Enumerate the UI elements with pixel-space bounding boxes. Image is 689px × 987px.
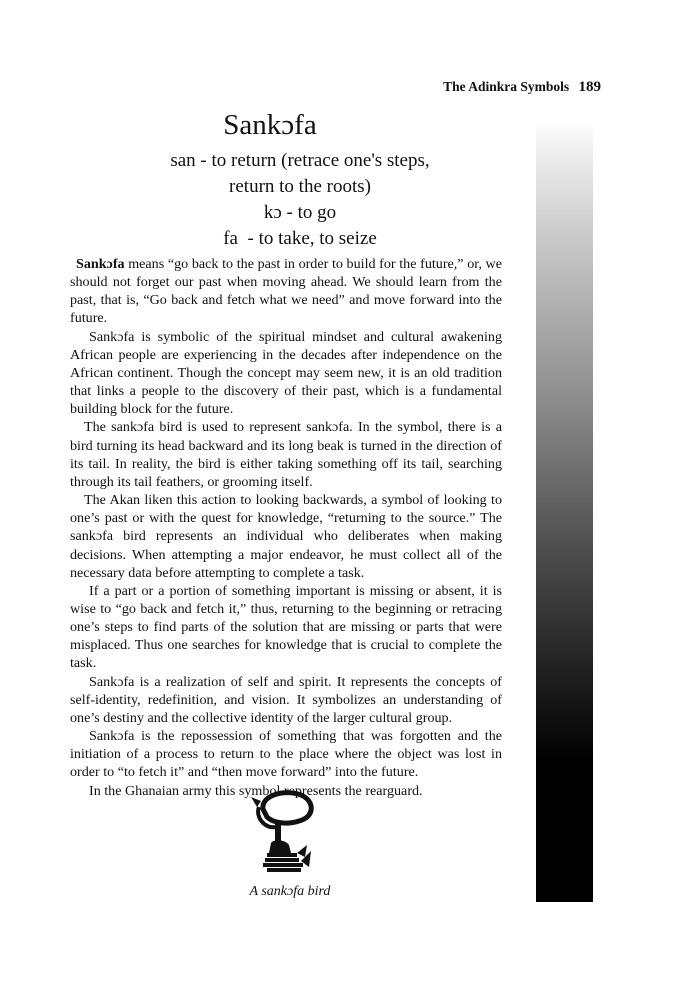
- body-text: [70, 255, 502, 800]
- etymology-line: kɔ - to go: [263, 202, 337, 223]
- title-text: Sankɔfa: [223, 109, 317, 141]
- paragraph: If a part or a portion of something important is missing or absent, it is wise to “go back and fetch it,” thus, returning to the beginning or retracing one’s steps to find parts of the solution that are missing or parts that were misplaced. Thus one searches for knowledge that is crucial to complete the task.: [70, 582, 502, 672]
- paragraph-text: means “go back to the past in order to build for the future,” or, we should not forget our past when moving ahead. We should learn from the past, that is, “Go back and fetch what we need” and move forward into the future.: [70, 256, 502, 327]
- page-number: 189: [578, 79, 601, 95]
- term-bold: Sankɔfa: [76, 256, 125, 272]
- etymology-line: san - to return (retrace one's steps,: [170, 150, 430, 171]
- page-title: [0, 109, 540, 142]
- paragraph: Sankɔfa is the repossession of something that was forgotten and the initiation of a process to return to the place where the object was lost in order to “to fetch it” and “then move forward” into the future.: [70, 728, 502, 781]
- paragraph: Sankɔfa is symbolic of the spiritual mindset and cultural awakening African people are experiencing in the decades after independence on the African continent. Though the concept may seem new, it is an old tradition that links a people to the discovery of their past, which is a fundamental building block for the future.: [70, 328, 502, 418]
- etymology-line: fa - to take, to seize: [223, 228, 377, 249]
- running-title: The Adinkra Symbols: [443, 79, 570, 94]
- sankofa-bird-figurine: [245, 787, 331, 879]
- sankofa-bird-icon: [245, 787, 331, 879]
- etymology: [70, 148, 530, 252]
- paragraph: [70, 255, 502, 328]
- thumb-index-bar: [536, 120, 593, 902]
- paragraph: The Akan liken this action to looking backwards, a symbol of looking to one’s past or with the quest for knowledge, “returning to the source.” The sankɔfa bird represents an individual who deliberates when making decisions. When attempting a major endeavor, he must collect all of the necessary data before attempting to complete a task.: [70, 492, 502, 581]
- figure-caption: A sankɔfa bird: [249, 884, 331, 899]
- running-head: [443, 79, 601, 96]
- etymology-line: return to the roots): [229, 176, 371, 197]
- paragraph: The sankɔfa bird is used to represent sankɔfa. In the symbol, there is a bird turning its head backward and its long beak is turned in the direction of its tail. In reality, the bird is either taking something off its tail, searching through its tail feathers, or grooming itself.: [70, 419, 502, 490]
- paragraph: Sankɔfa is a realization of self and spirit. It represents the concepts of self-identity, redefinition, and vision. It symbolizes an understanding of one’s destiny and the collective identity of the larger cultural group.: [70, 673, 502, 726]
- paragraph: In the Ghanaian army this symbol represents the rearguard.: [89, 782, 423, 799]
